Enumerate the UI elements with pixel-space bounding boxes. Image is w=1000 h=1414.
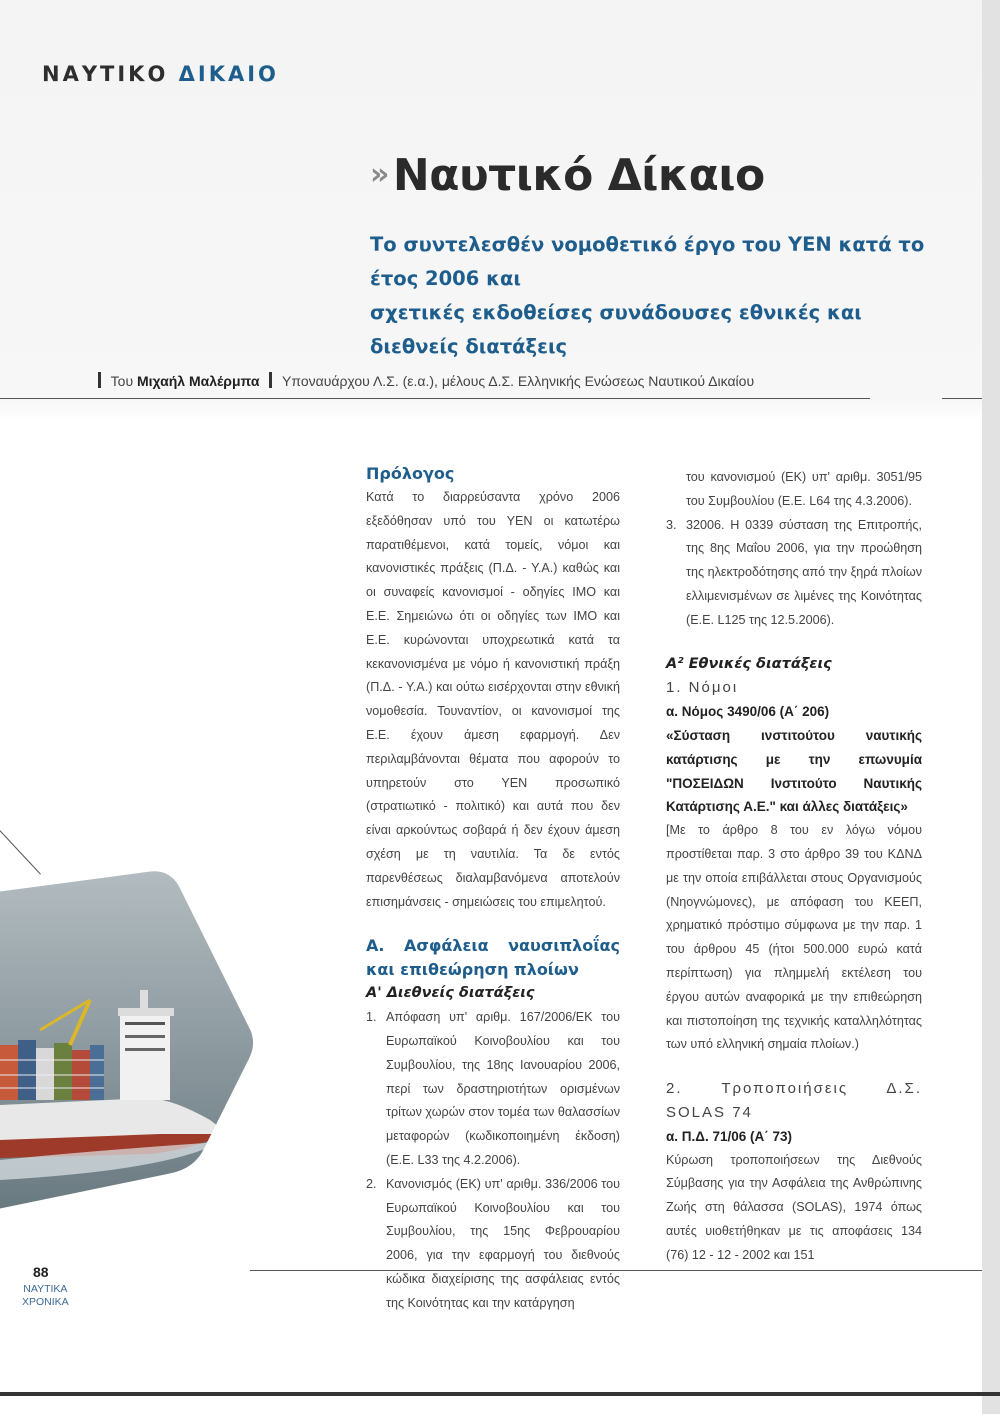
list-item-text: Κανονισμός (ΕΚ) υπ' αριθμ. 336/2006 του Ευρωπαϊκού Κοινοβουλίου και του Συμβουλίου, της 15ης Φεβρουαρίου 2006, για την εφαρμογή του διεθνούς κώδικα διαχείρισης της ασφάλειας εντός της Κοινότητας και την κατάργηση [386, 1176, 620, 1310]
section-label [42, 62, 279, 86]
list-item [666, 514, 922, 633]
continued-list [666, 466, 922, 633]
magazine-name-line-2: ΧΡΟΝΙΚΑ [22, 1296, 69, 1308]
pd-title: α. Π.Δ. 71/06 (Α΄ 73) [666, 1128, 793, 1144]
byline-author: Μιχαήλ Μαλέρμπα [137, 373, 260, 389]
subtitle-line-1: Το συντελεσθέν νομοθετικό έργο του ΥΕΝ κατά το έτος 2006 και [370, 233, 925, 290]
magazine-name [22, 1283, 69, 1309]
sub-a2-heading: Α² Εθνικές διατάξεις [666, 655, 832, 672]
list-item-number: 3. [666, 517, 677, 532]
list-item [366, 1173, 620, 1316]
prologue-text: Κατά το διαρρεύσαντα χρόνο 2006 εξεδόθησαν υπό του ΥΕΝ οι κατωτέρω παρατιθέμενοι, κατά τομείς, νόμοι και κανονιστικές πράξεις (Π.Δ. - Υ.Α.) καθώς και οι συναφείς κανονισμοί - οδηγίες ΙΜΟ και Ε.Ε. Σημειώνω ότι οι οδηγίες των ΙΜΟ και Ε.Ε. κυρώνονται υποχρεωτικά κατά τα κεκανονισμένα με νόμο ή κανονιστική πράξη (Π.Δ. - Υ.Α.) και ούτω εισέρχονται στην εθνική νομοθεσία. Τουναντίον, οι κανονισμοί της Ε.Ε. έχουν άμεση εφαρμογή. Δεν περιλαμβάνονται θέματα που αφορούν το υπηρετούν στο ΥΕΝ προσωπικό (στρατιωτικό - πολιτικό) και αυτά που δεν είναι αρκούντως σοβαρά ή δεν έχουν άμεση σχέση με τη ναυτιλία. Τα δε εντός παρενθέσεως διαλαμβανόμενα αποτελούν επισημάνσεις - σημειώσεις του επιμελητού. [366, 490, 620, 909]
header-divider-end [942, 398, 982, 399]
magazine-name-line-1: ΝΑΥΤΙΚΑ [23, 1283, 68, 1295]
prologue-heading: Πρόλογος [366, 464, 455, 483]
page-edge [982, 0, 1000, 1414]
container-ship-image [0, 850, 255, 1270]
title-arrows-icon: » [370, 157, 389, 192]
article-subtitle [370, 228, 930, 364]
law-a-note: [Με το άρθρο 8 του εν λόγω νόμου προστίθεται παρ. 3 στο άρθρο 39 του ΚΔΝΔ με την οποία επιβάλλεται στους Οργανισμούς (Νηογνώμονες), με απόφαση του ΚΕΕΠ, χρηματικό πρόστιμο σύμφωνα με την παρ. 1 του άρθρου 45 (ήτοι 500.000 ευρώ κατά περίπτωση) για πλημμελή εκτέλεση του έργου αυτών αναφορικά με την επιθεώρηση και πιστοποίηση της τεχνικής καταλληλότητας των υπό ελληνική σημαία πλοίων.) [666, 823, 922, 1052]
list-item-number: 2. [366, 1176, 377, 1191]
article-title-text: Ναυτικό Δίκαιο [392, 150, 765, 201]
list-item-number: 1. [366, 1010, 377, 1025]
byline [92, 372, 754, 389]
page-number: 88 [33, 1264, 49, 1280]
header-divider [0, 398, 870, 399]
section-a-heading: Α. Ασφάλεια ναυσιπλοΐας και επιθεώρηση πλοίων [366, 936, 620, 980]
law-a-quote: «Σύσταση ινστιτούτου ναυτικής κατάρτισης με την επωνυμία "ΠΟΣΕΙΔΩΝ Ινστιτούτο Ναυτικής Κατάρτισης Α.Ε." και άλλες διατάξεις» [666, 727, 922, 815]
list-item [366, 1006, 620, 1173]
byline-prefix: Του [110, 373, 134, 389]
list-item-continued [666, 466, 922, 514]
list-item-text: 32006. Η 0339 σύσταση της Επιτροπής, της 8ης Μαΐου 2006, για την προώθηση της ηλεκτροδότησης από την ξηρά πλοίων ελλιμενισμένων σε λιμένες της Κοινότητας (Ε.Ε. L125 της 12.5.2006). [686, 517, 922, 627]
subtitle-line-2: σχετικές εκδοθείσες συνάδουσες εθνικές και διεθνείς διατάξεις [370, 301, 862, 358]
byline-bar-icon [269, 372, 272, 388]
footer-divider [250, 1270, 982, 1271]
column-left [366, 462, 620, 1316]
column-right [666, 466, 922, 1268]
laws-heading: 1. Νόμοι [666, 679, 739, 697]
section-label-accent: ΔΙΚΑΙΟ [178, 62, 279, 86]
pd-text: Κύρωση τροποποιήσεων της Διεθνούς Σύμβασης για την Ασφάλεια της Ανθρώπινης Ζωής στη θάλασσα (SOLAS), 1974 όπως αυτές υιοθετήθηκαν με τις αποφάσεις 134 (76) 12 - 12 - 2002 και 151 [666, 1152, 922, 1262]
article-title [370, 150, 765, 201]
byline-bar-icon [98, 372, 101, 388]
byline-role: Υποναυάρχου Λ.Σ. (ε.α.), μέλους Δ.Σ. Ελληνικής Ενώσεως Ναυτικού Δικαίου [282, 373, 755, 389]
list-item-text: του κανονισμού (ΕΚ) υπ' αριθμ. 3051/95 του Συμβουλίου (Ε.Ε. L64 της 4.3.2006). [686, 470, 922, 508]
law-a-title: α. Νόμος 3490/06 (Α΄ 206) [666, 704, 830, 720]
ship-photo [0, 850, 255, 1270]
list-item-text: Απόφαση υπ' αριθμ. 167/2006/ΕΚ του Ευρωπαϊκού Κοινοβουλίου και του Συμβουλίου, της 18ης Ιανουαρίου 2006, περί των δραστηριοτήτων ορισμένων τρίτων χωρών στον τομέα των θαλασσίων μεταφορών (κωδικοποιημένη έκδοση) (Ε.Ε. L33 της 4.2.2006). [386, 1010, 620, 1167]
section-label-main: ΝΑΥΤΙΚΟ [42, 62, 169, 86]
footer-bar [0, 1392, 1000, 1396]
sub-a1-heading: Α' Διεθνείς διατάξεις [366, 985, 535, 1002]
solas-heading: 2. Τροποποιήσεις Δ.Σ. SOLAS 74 [666, 1080, 922, 1121]
